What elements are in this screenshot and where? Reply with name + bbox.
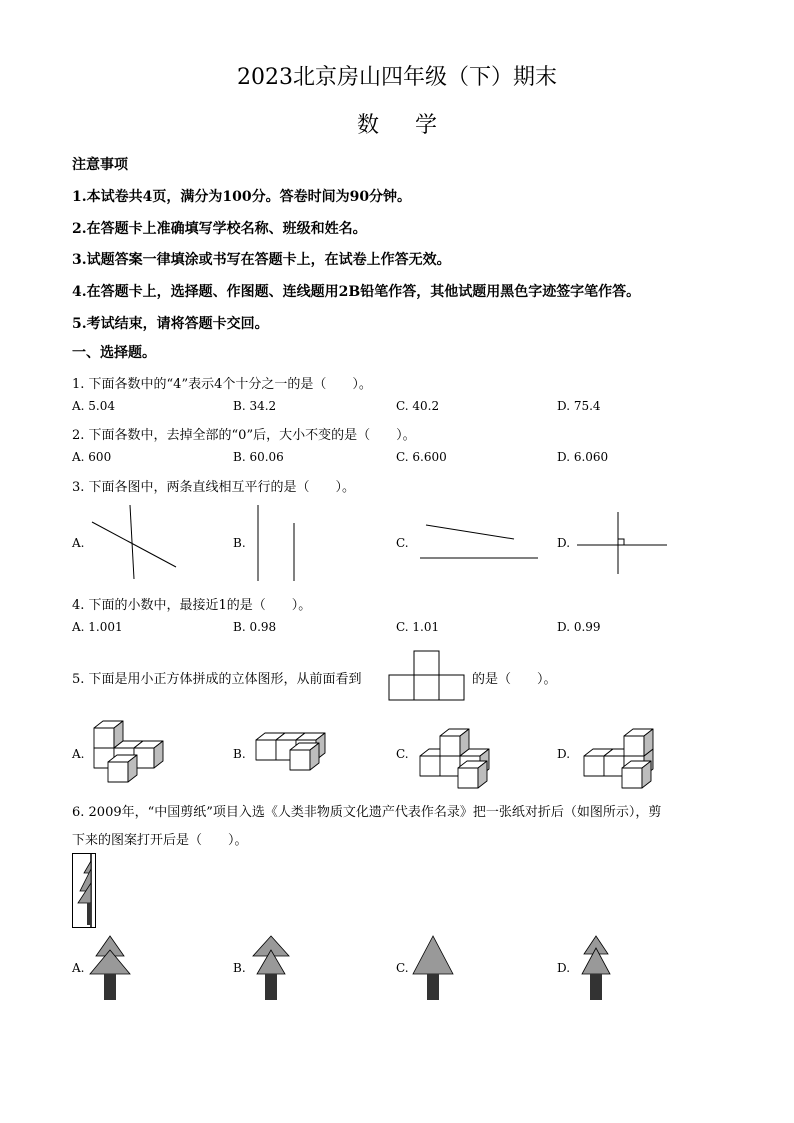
unit-cube — [622, 761, 651, 788]
q3-figure-b — [250, 505, 310, 585]
q3-option-a: A. — [72, 536, 85, 550]
q5-figure-c — [418, 720, 508, 790]
question-6-stem-line1: 6. 2009年，“中国剪纸”项目入选《人类非物质文化遗产代表作名录》把一张纸对折后（如图所示），剪 — [72, 805, 662, 820]
question-2-stem: 2. 下面各数中，去掉全部的“0”后，大小不变的是（ ）。 — [72, 428, 416, 443]
q6-tree-c — [411, 936, 455, 1002]
q3-option-b: B. — [233, 536, 246, 550]
q6-option-a: A. — [72, 961, 85, 975]
q5-front-view — [388, 650, 468, 702]
q6-tree-a — [88, 936, 132, 1002]
q5-option-b: B. — [233, 747, 246, 761]
q3-option-d: D. — [557, 536, 571, 550]
q4-option-d: D. 0.99 — [557, 620, 601, 634]
note-item: 3.试题答案一律填涂或书写在答题卡上，在试卷上作答无效。 — [72, 252, 451, 268]
q3-figure-a — [88, 505, 188, 575]
q6-option-d: D. — [557, 961, 571, 975]
section-heading: 一、选择题。 — [72, 345, 156, 361]
q2-option-a: A. 600 — [72, 450, 112, 464]
unit-cube — [290, 743, 319, 770]
q2-option-d: D. 6.060 — [557, 450, 609, 464]
q4-option-b: B. 0.98 — [233, 620, 277, 634]
q6-option-c: C. — [396, 961, 409, 975]
note-item: 1.本试卷共4页，满分为100分。答卷时间为90分钟。 — [72, 189, 412, 205]
note-item: 2.在答题卡上准确填写学校名称、班级和姓名。 — [72, 221, 367, 237]
question-5-stem-start: 5. 下面是用小正方体拼成的立体图形，从前面看到 — [72, 672, 362, 687]
q2-option-b: B. 60.06 — [233, 450, 284, 464]
q1-option-c: C. 40.2 — [396, 399, 440, 413]
q3-figure-d — [575, 512, 670, 577]
q5-option-c: C. — [396, 747, 409, 761]
q6-tree-b — [249, 936, 293, 1002]
unit-cube — [458, 761, 487, 788]
q5-figure-d — [582, 720, 672, 790]
q3-option-c: C. — [396, 536, 409, 550]
q4-option-a: A. 1.001 — [72, 620, 123, 634]
q6-folded-paper — [72, 853, 98, 929]
q4-option-c: C. 1.01 — [396, 620, 440, 634]
question-4-stem: 4. 下面的小数中，最接近1的是（ ）。 — [72, 598, 312, 613]
note-item: 4.在答题卡上，选择题、作图题、连线题用2B铅笔作答，其他试题用黑色字迹签字笔作答。 — [72, 284, 641, 300]
q6-option-b: B. — [233, 961, 246, 975]
q5-figure-a — [92, 720, 182, 790]
q5-option-d: D. — [557, 747, 571, 761]
notes-heading: 注意事项 — [72, 157, 128, 173]
q1-option-a: A. 5.04 — [72, 399, 116, 413]
question-5-stem-end: 的是（ ）。 — [472, 672, 557, 687]
q6-tree-d — [574, 936, 618, 1002]
question-6-stem-line2: 下来的图案打开后是（ ）。 — [72, 833, 248, 848]
question-1-stem: 1. 下面各数中的“4”表示4个十分之一的是（ ）。 — [72, 377, 372, 392]
q1-option-b: B. 34.2 — [233, 399, 277, 413]
unit-cube — [624, 729, 653, 756]
q2-option-c: C. 6.600 — [396, 450, 447, 464]
q1-option-d: D. 75.4 — [557, 399, 601, 413]
unit-cube — [134, 741, 163, 768]
question-3-stem: 3. 下面各图中，两条直线相互平行的是（ ）。 — [72, 480, 356, 495]
q3-figure-c — [418, 520, 543, 565]
note-item: 5.考试结束，请将答题卡交回。 — [72, 316, 269, 332]
page-title: 2023北京房山四年级（下）期末 — [237, 65, 557, 90]
subject-title: 数学 — [356, 113, 473, 138]
unit-cube — [108, 755, 137, 782]
q5-option-a: A. — [72, 747, 85, 761]
q5-figure-b — [254, 728, 344, 778]
